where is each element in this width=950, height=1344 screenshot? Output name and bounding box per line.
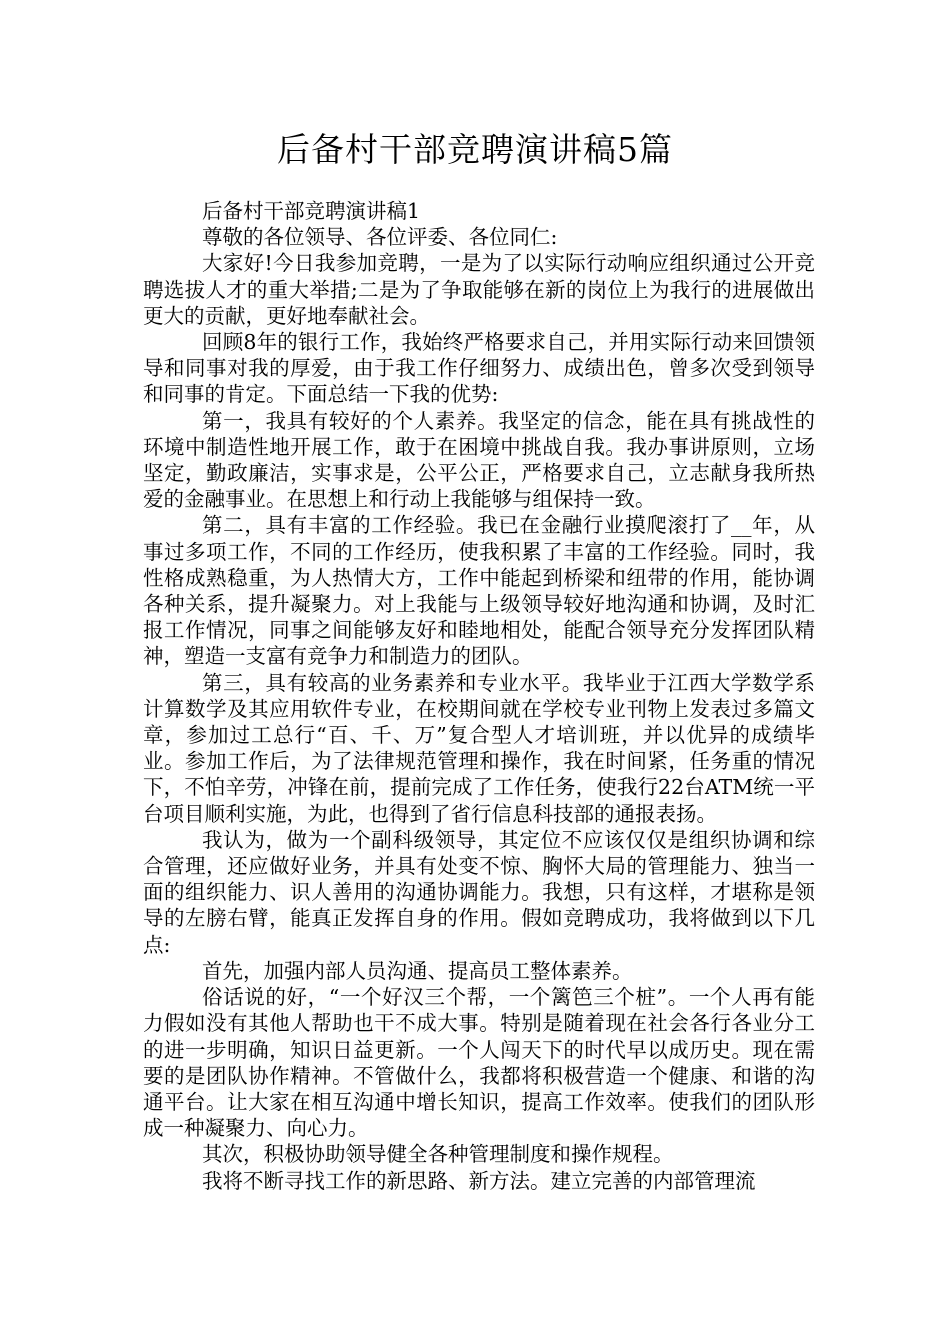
document-body [143,198,815,1194]
paragraph: 第三，具有较高的业务素养和专业水平。我毕业于江西大学数学系计算数学及其应用软件专业，在校期间就在学校专业刊物上发表过多篇文章，参加过工总行“百、千、万”复合型人才培训班，并以优异的成绩毕业。参加工作后，为了法律规范管理和操作，我在时间紧，任务重的情况下，不怕辛劳，冲锋在前，提前完成了工作任务，使我行22台ATM统一平台项目顺利实施，为此，也得到了省行信息科技部的通报表扬。 [143,670,815,826]
paragraph: 首先，加强内部人员沟通、提高员工整体素养。 [202,958,633,983]
paragraph: 我将不断寻找工作的新思路、新方法。建立完善的内部管理流 [202,1168,756,1193]
paragraph: 大家好!今日我参加竞聘，一是为了以实际行动响应组织通过公开竞聘选拔人才的重大举措;二是为了争取能够在新的岗位上为我行的进展做出更大的贡献，更好地奉献社会。 [143,251,815,328]
document-title: 后备村干部竞聘演讲稿5篇 [277,130,673,169]
paragraph-salutation: 尊敬的各位领导、各位评委、各位同仁: [202,225,558,250]
paragraph: 第一，我具有较好的个人素养。我坚定的信念，能在具有挑战性的环境中制造性地开展工作，敢于在困境中挑战自我。我办事讲原则，立场坚定，勤政廉洁，实事求是，公平公正，严格要求自己，立志献身我所热爱的金融事业。在思想上和行动上我能够与组保持一致。 [143,408,815,512]
paragraph: 其次，积极协助领导健全各种管理制度和操作规程。 [202,1142,674,1167]
paragraph: 回顾8年的银行工作，我始终严格要求自己，并用实际行动来回馈领导和同事对我的厚爱，由于我工作仔细努力、成绩出色，曾多次受到领导和同事的肯定。下面总结一下我的优势: [143,330,815,407]
paragraph: 俗话说的好，“一个好汉三个帮，一个篱笆三个桩”。一个人再有能力假如没有其他人帮助也干不成大事。特别是随着现在社会各行各业分工的进一步明确，知识日益更新。一个人闯天下的时代早以成历史。现在需要的是团队协作精神。不管做什么，我都将积极营造一个健康、和谐的沟通平台。让大家在相互沟通中增长知识，提高工作效率。使我们的团队形成一种凝聚力、向心力。 [143,985,815,1141]
paragraph: 我认为，做为一个副科级领导，其定位不应该仅仅是组织协调和综合管理，还应做好业务，并具有处变不惊、胸怀大局的管理能力、独当一面的组织能力、识人善用的沟通协调能力。我想，只有这样，才堪称是领导的左膀右臂，能真正发挥自身的作用。假如竞聘成功，我将做到以下几点: [143,827,815,957]
paragraph-subtitle: 后备村干部竞聘演讲稿1 [202,199,421,223]
paragraph: 第二，具有丰富的工作经验。我已在金融行业摸爬滚打了__年，从事过多项工作，不同的工作经历，使我积累了丰富的工作经验。同时，我性格成熟稳重，为人热情大方，工作中能起到桥梁和纽带的作用，能协调各种关系，提升凝聚力。对上我能与上级领导较好地沟通和协调，及时汇报工作情况，同事之间能够友好和睦地相处，能配合领导充分发挥团队精神，塑造一支富有竞争力和制造力的团队。 [143,513,815,669]
